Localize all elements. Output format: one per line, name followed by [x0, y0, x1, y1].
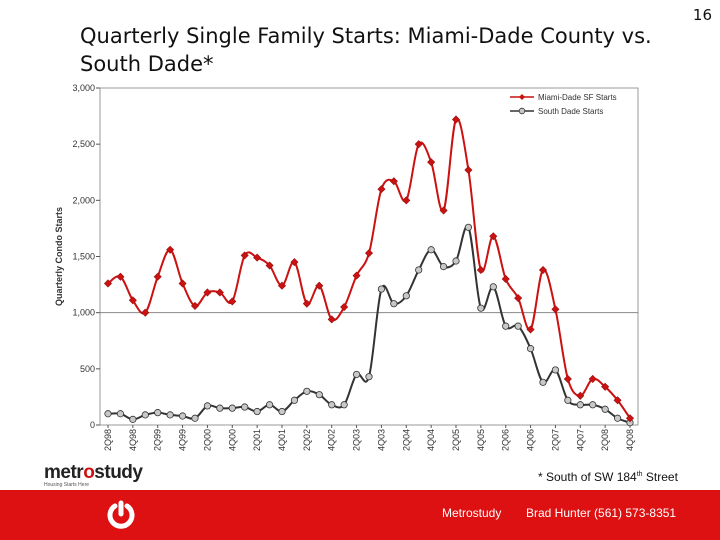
data-point-south-dade — [117, 411, 123, 417]
data-point-south-dade — [565, 397, 571, 403]
chart — [0, 80, 720, 470]
data-point-south-dade — [378, 286, 384, 292]
data-point-miami-dade — [502, 275, 509, 282]
data-point-miami-dade — [428, 159, 435, 166]
x-tick-label: 4Q07 — [575, 429, 586, 452]
x-tick-label: 2Q04 — [401, 429, 412, 452]
data-point-south-dade — [316, 391, 322, 397]
data-point-south-dade — [192, 415, 198, 421]
footer-contact: Brad Hunter (561) 573-8351 — [526, 506, 677, 520]
data-point-miami-dade — [403, 197, 410, 204]
x-tick-label: 2Q02 — [301, 429, 312, 452]
power-icon — [104, 498, 138, 532]
y-tick-label: 1,000 — [72, 307, 95, 318]
data-point-miami-dade — [365, 250, 372, 257]
footnote: * South of SW 184th Street — [538, 470, 678, 484]
x-tick-label: 2Q07 — [550, 429, 561, 452]
y-axis-label: Quarterly Condo Starts — [54, 206, 64, 307]
x-tick-label: 2Q05 — [451, 429, 461, 452]
x-tick-label: 2Q06 — [500, 429, 511, 452]
x-tick-label: 4Q06 — [525, 429, 536, 452]
data-point-south-dade — [353, 371, 359, 377]
x-tick-label: 4Q02 — [326, 429, 337, 452]
data-point-south-dade — [416, 267, 422, 273]
x-tick-label: 2Q00 — [202, 429, 213, 452]
data-point-miami-dade — [564, 375, 571, 382]
data-point-south-dade — [217, 405, 223, 411]
footer-bar — [0, 490, 720, 540]
data-point-south-dade — [590, 402, 596, 408]
slide-title: Quarterly Single Family Starts: Miami-Dade County vs. South Dade* — [80, 24, 652, 76]
data-point-south-dade — [155, 409, 161, 415]
data-point-south-dade — [366, 373, 372, 379]
data-point-south-dade — [341, 402, 347, 408]
data-point-south-dade — [540, 379, 546, 385]
data-point-south-dade — [130, 416, 136, 422]
data-point-south-dade — [266, 402, 272, 408]
data-point-miami-dade — [353, 272, 360, 279]
data-point-south-dade — [428, 247, 434, 253]
data-point-south-dade — [503, 323, 509, 329]
y-tick-label: 0 — [89, 420, 95, 430]
data-point-miami-dade — [552, 306, 559, 313]
data-point-south-dade — [453, 258, 459, 264]
x-tick-label: 4Q03 — [376, 429, 387, 452]
x-tick-label: 4Q08 — [625, 429, 635, 452]
data-point-south-dade — [254, 408, 260, 414]
data-point-south-dade — [167, 412, 173, 418]
data-point-south-dade — [490, 284, 496, 290]
x-tick-label: 4Q01 — [277, 429, 287, 452]
data-point-south-dade — [391, 300, 397, 306]
x-tick-label: 2Q98 — [103, 429, 113, 452]
data-point-south-dade — [478, 305, 484, 311]
y-tick-label: 2,000 — [72, 195, 95, 206]
data-point-south-dade — [142, 412, 148, 418]
y-tick-label: 3,000 — [72, 83, 95, 93]
footer-company: Metrostudy — [442, 506, 502, 520]
data-point-south-dade — [602, 406, 608, 412]
legend-marker — [519, 108, 525, 114]
legend-label: South Dade Starts — [538, 107, 604, 116]
data-point-miami-dade — [465, 166, 472, 173]
page-number: 16 — [692, 6, 712, 24]
data-point-miami-dade — [378, 186, 385, 193]
data-point-south-dade — [105, 411, 111, 417]
legend-marker — [519, 94, 525, 100]
data-point-south-dade — [465, 224, 471, 230]
data-point-south-dade — [577, 402, 583, 408]
data-point-south-dade — [552, 367, 558, 373]
data-point-south-dade — [403, 293, 409, 299]
y-tick-label: 1,500 — [72, 251, 95, 262]
metrostudy-logo — [44, 462, 142, 488]
x-tick-label: 2Q01 — [252, 429, 263, 452]
logo-tagline: Housing Starts Here — [44, 482, 90, 488]
x-tick-label: 2Q99 — [152, 429, 163, 452]
x-tick-label: 4Q05 — [475, 429, 486, 452]
data-point-south-dade — [304, 388, 310, 394]
data-point-south-dade — [614, 415, 620, 421]
data-point-south-dade — [440, 263, 446, 269]
x-tick-label: 4Q04 — [426, 429, 437, 452]
data-point-south-dade — [229, 405, 235, 411]
data-point-south-dade — [291, 397, 297, 403]
y-tick-label: 500 — [79, 363, 95, 374]
data-point-south-dade — [279, 408, 285, 414]
data-point-miami-dade — [179, 280, 186, 287]
data-point-south-dade — [179, 413, 185, 419]
x-tick-label: 4Q98 — [127, 429, 138, 452]
y-tick-label: 2,500 — [72, 139, 95, 150]
x-tick-label: 4Q99 — [177, 429, 188, 452]
x-tick-label: 2Q03 — [351, 429, 362, 452]
data-point-south-dade — [204, 403, 210, 409]
legend-label: Miami-Dade SF Starts — [538, 93, 617, 102]
data-point-south-dade — [515, 323, 521, 329]
data-point-miami-dade — [477, 266, 484, 273]
logo-wordmark: metrostudy — [44, 462, 143, 483]
data-point-south-dade — [242, 404, 248, 410]
data-point-miami-dade — [154, 273, 161, 280]
data-point-south-dade — [329, 402, 335, 408]
x-tick-label: 2Q08 — [600, 429, 611, 452]
data-point-south-dade — [527, 345, 533, 351]
x-tick-label: 4Q00 — [227, 429, 238, 452]
data-point-miami-dade — [303, 300, 310, 307]
